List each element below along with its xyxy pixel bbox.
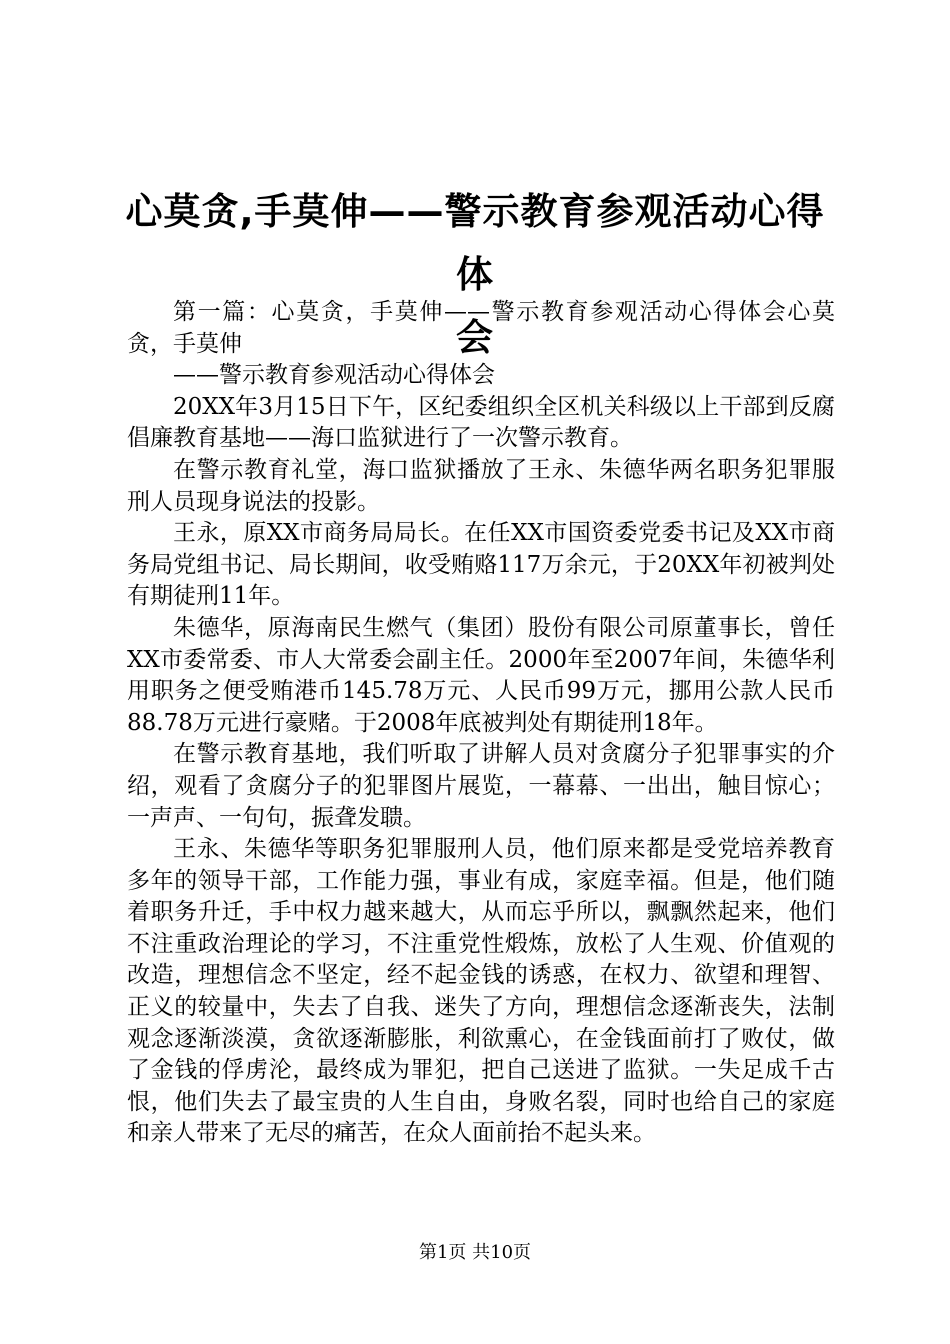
paragraph: 20XX年3月15日下午，区纪委组织全区机关科级以上干部到反腐倡廉教育基地——海口监狱进行了一次警示教育。 [127, 393, 835, 452]
paragraph: 在警示教育基地，我们听取了讲解人员对贪腐分子犯罪事实的介绍，观看了贪腐分子的犯罪图片展览，一幕幕、一出出，触目惊心；一声声、一句句，振聋发聩。 [127, 741, 835, 831]
paragraph: 在警示教育礼堂，海口监狱播放了王永、朱德华两名职务犯罪服刑人员现身说法的投影。 [127, 456, 835, 515]
paragraph: 王永、朱德华等职务犯罪服刑人员，他们原来都是受党培养教育多年的领导干部，工作能力强，事业有成，家庭幸福。但是，他们随着职务升迁，手中权力越来越大，从而忘乎所以，飘飘然起来，他们不注重政治理论的学习，不注重党性煅炼，放松了人生观、价值观的改造，理想信念不坚定，经不起金钱的诱惑，在权力、欲望和理智、正义的较量中，失去了自我、迷失了方向，理想信念逐渐丧失，法制观念逐渐淡漠，贪欲逐渐膨胀，利欲熏心，在金钱面前打了败仗，做了金钱的俘虏沦，最终成为罪犯，把自己送进了监狱。一失足成千古恨，他们失去了最宝贵的人生自由，身败名裂，同时也给自己的家庭和亲人带来了无尽的痛苦，在众人面前抬不起头来。 [127, 836, 835, 1147]
paragraph: 第一篇：心莫贪，手莫伸——警示教育参观活动心得体会心莫贪，手莫伸 [127, 299, 835, 357]
paragraph: 朱德华，原海南民生燃气（集团）股份有限公司原董事长，曾任XX市委常委、市人大常委会副主任。2000年至2007年间，朱德华利用职务之便受贿港币145.78万元、人民币99万元，挪用公款人民币88.78万元进行豪赌。于2008年底被判处有期徒刑18年。 [127, 614, 835, 736]
title-line-1: 心莫贪,手莫伸——警示教育参观活动心得体 [125, 190, 825, 296]
paragraph: 王永，原XX市商务局局长。在任XX市国资委党委书记及XX市商务局党组书记、局长期间，收受贿赂117万余元，于20XX年初被判处有期徒刑11年。 [127, 520, 835, 610]
document-body [127, 297, 835, 1150]
page-footer: 第1页 共10页 [418, 1242, 532, 1263]
title-line-2: 会 [456, 316, 494, 359]
paragraph: ——警示教育参观活动心得体会 [173, 362, 495, 389]
